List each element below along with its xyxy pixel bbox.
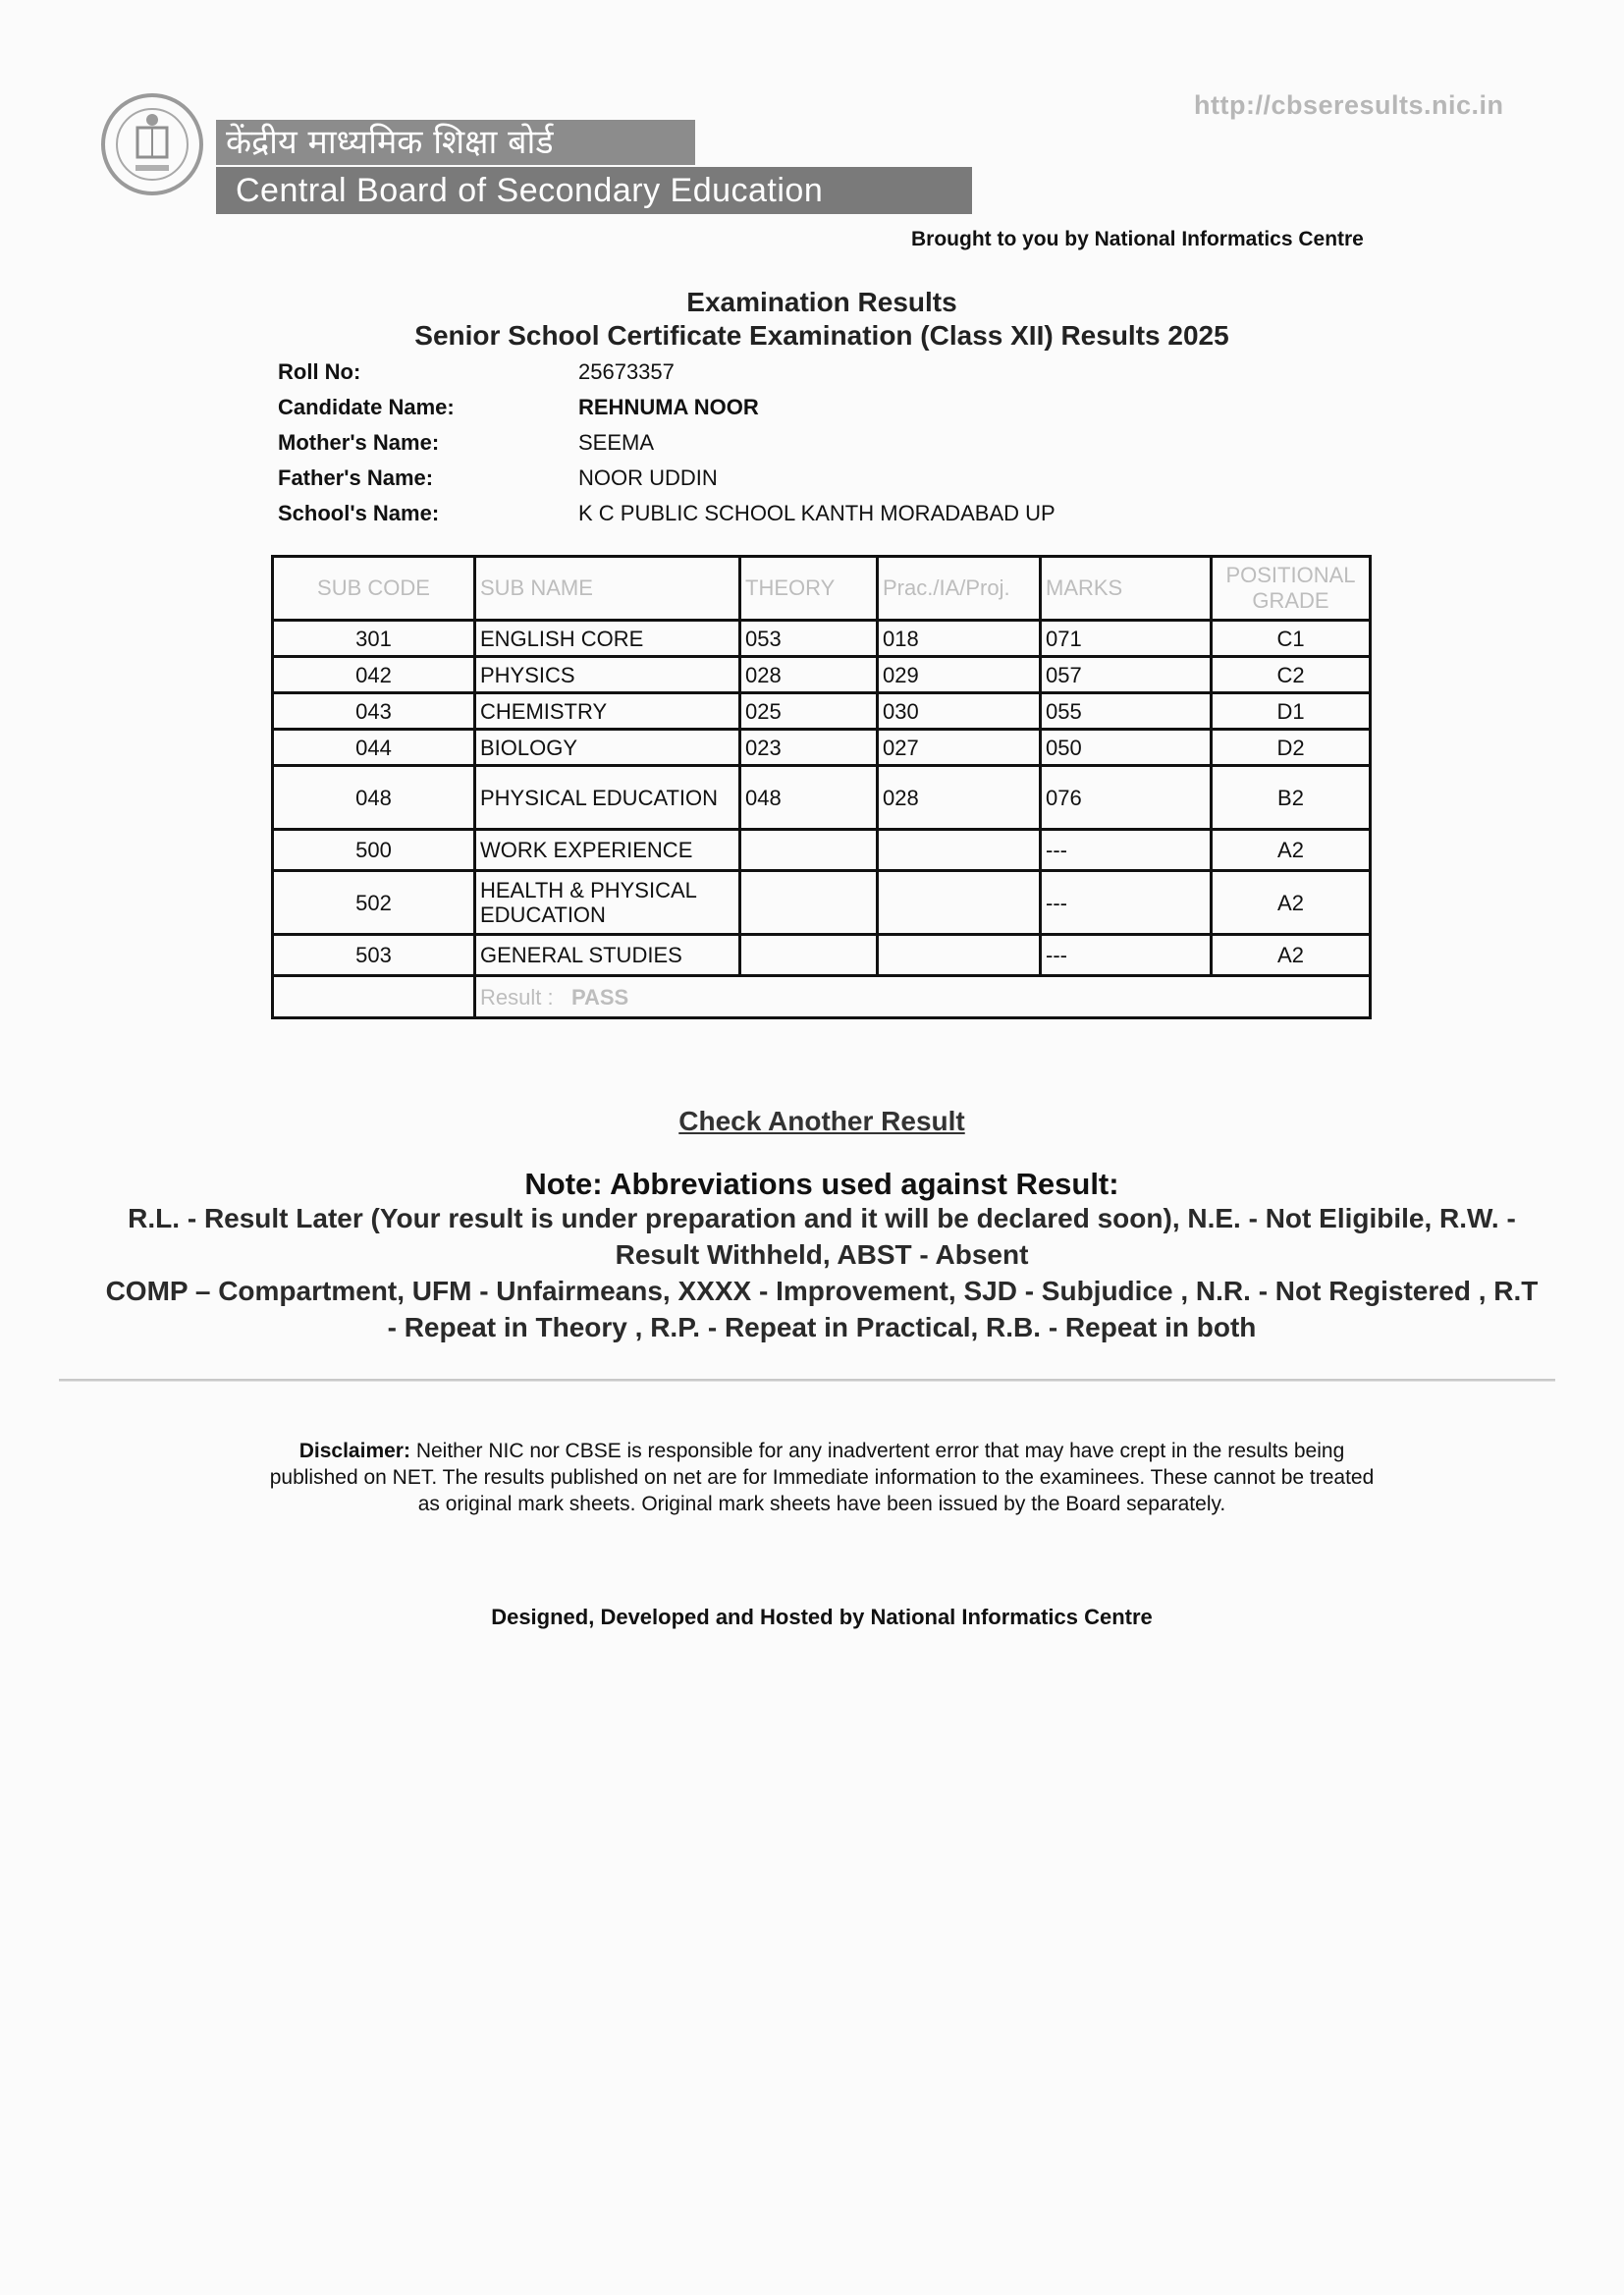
brought-by-text: Brought to you by National Informatics Centre [911,228,1364,250]
sub-name-cell: BIOLOGY [475,730,740,766]
candidate-name-value: REHNUMA NOOR [578,395,759,419]
grade-cell: C2 [1212,657,1371,693]
header-sub-code: SUB CODE [273,557,475,621]
theory-cell: 053 [740,621,878,657]
note-heading: Note: Abbreviations used against Result: [524,1167,1119,1201]
grade-cell: D2 [1212,730,1371,766]
disclaimer-text: Neither NIC nor CBSE is responsible for any inadvertent error that may have crept in the results being published on NET. The results published on net are for Immediate information to the examinees. These cannot be treated as original mark sheets. Original mark sheets have been issued by the Board separately. [269,1440,1375,1515]
table-row [273,657,1371,693]
practical-cell: 030 [878,693,1041,730]
result-row [273,976,1371,1018]
header-practical: Prac./IA/Proj. [878,557,1041,621]
practical-cell: 018 [878,621,1041,657]
theory-cell: 023 [740,730,878,766]
sub-name-cell: GENERAL STUDIES [475,935,740,976]
table-row [273,766,1371,830]
theory-cell: 025 [740,693,878,730]
practical-cell: 028 [878,766,1041,830]
note-line-1: R.L. - Result Later (Your result is under preparation and it will be declared soon), N.E. - Not Eligibile, R.W. - Result Withheld, ABST - Absent [128,1203,1516,1270]
marks-cell: 050 [1041,730,1212,766]
result-spacer-cell [273,976,475,1018]
mother-name-value: SEEMA [578,430,655,455]
result-label: Result : [480,984,554,1010]
practical-cell: 027 [878,730,1041,766]
exam-heading: Examination Results [686,287,957,317]
marks-cell: 076 [1041,766,1212,830]
mother-name-label: Mother's Name: [278,430,440,455]
table-row [273,730,1371,766]
disclaimer-label: Disclaimer: [298,1440,410,1462]
grade-cell: D1 [1212,693,1371,730]
site-url[interactable]: http://cbseresults.nic.in [1194,90,1504,120]
theory-cell [740,871,878,935]
marks-cell: 055 [1041,693,1212,730]
sub-code-cell: 500 [273,830,475,871]
divider [59,1379,1555,1382]
sub-code-cell: 048 [273,766,475,830]
table-row [273,871,1371,935]
marks-cell: --- [1041,871,1212,935]
marks-table [271,555,1372,1019]
roll-label: Roll No: [278,359,361,384]
disclaimer [265,1438,1379,1517]
marks-cell: 071 [1041,621,1212,657]
grade-cell: A2 [1212,830,1371,871]
theory-cell: 048 [740,766,878,830]
header-sub-name: SUB NAME [475,557,740,621]
theory-cell [740,935,878,976]
footer-credit: Designed, Developed and Hosted by National Informatics Centre [491,1605,1153,1629]
sub-name-cell: ENGLISH CORE [475,621,740,657]
practical-cell [878,871,1041,935]
sub-code-cell: 042 [273,657,475,693]
sub-code-cell: 301 [273,621,475,657]
english-title-banner: Central Board of Secondary Education [216,167,972,214]
grade-cell: A2 [1212,871,1371,935]
sub-name-cell: PHYSICAL EDUCATION [475,766,740,830]
sub-code-cell: 043 [273,693,475,730]
sub-name-cell: WORK EXPERIENCE [475,830,740,871]
school-name-value: K C PUBLIC SCHOOL KANTH MORADABAD UP [578,501,1056,525]
sub-code-cell: 503 [273,935,475,976]
practical-cell [878,830,1041,871]
theory-cell [740,830,878,871]
marks-cell: 057 [1041,657,1212,693]
cbse-seal-icon [98,90,206,198]
father-name-value: NOOR UDDIN [578,465,718,490]
grade-cell: C1 [1212,621,1371,657]
exam-title: Senior School Certificate Examination (Class XII) Results 2025 [414,320,1229,351]
candidate-name-label: Candidate Name: [278,395,455,419]
sub-name-cell: CHEMISTRY [475,693,740,730]
school-name-label: School's Name: [278,501,440,525]
header-positional-grade: POSITIONAL GRADE [1212,557,1371,621]
theory-cell: 028 [740,657,878,693]
table-row [273,621,1371,657]
table-row [273,935,1371,976]
grade-cell: A2 [1212,935,1371,976]
sub-code-cell: 502 [273,871,475,935]
sub-name-cell: PHYSICS [475,657,740,693]
header-theory: THEORY [740,557,878,621]
marks-cell: --- [1041,830,1212,871]
sub-name-cell: HEALTH & PHYSICAL EDUCATION [475,871,740,935]
practical-cell [878,935,1041,976]
sub-code-cell: 044 [273,730,475,766]
result-cell [475,976,1371,1018]
practical-cell: 029 [878,657,1041,693]
result-value: PASS [570,984,629,1010]
table-header-row [273,557,1371,621]
table-row [273,830,1371,871]
note-line-2: COMP – Compartment, UFM - Unfairmeans, XXXX - Improvement, SJD - Subjudice , N.R. - Not Registered , R.T - Repeat in Theory , R.P. - Repeat in Practical, R.B. - Repeat in both [105,1276,1539,1342]
check-another-result-link[interactable]: Check Another Result [678,1106,965,1136]
header-marks: MARKS [1041,557,1212,621]
grade-cell: B2 [1212,766,1371,830]
hindi-title-banner: केंद्रीय माध्यमिक शिक्षा बोर्ड [216,120,695,165]
table-row [273,693,1371,730]
father-name-label: Father's Name: [278,465,434,490]
roll-value: 25673357 [578,359,675,384]
note-text [98,1200,1545,1345]
marks-cell: --- [1041,935,1212,976]
